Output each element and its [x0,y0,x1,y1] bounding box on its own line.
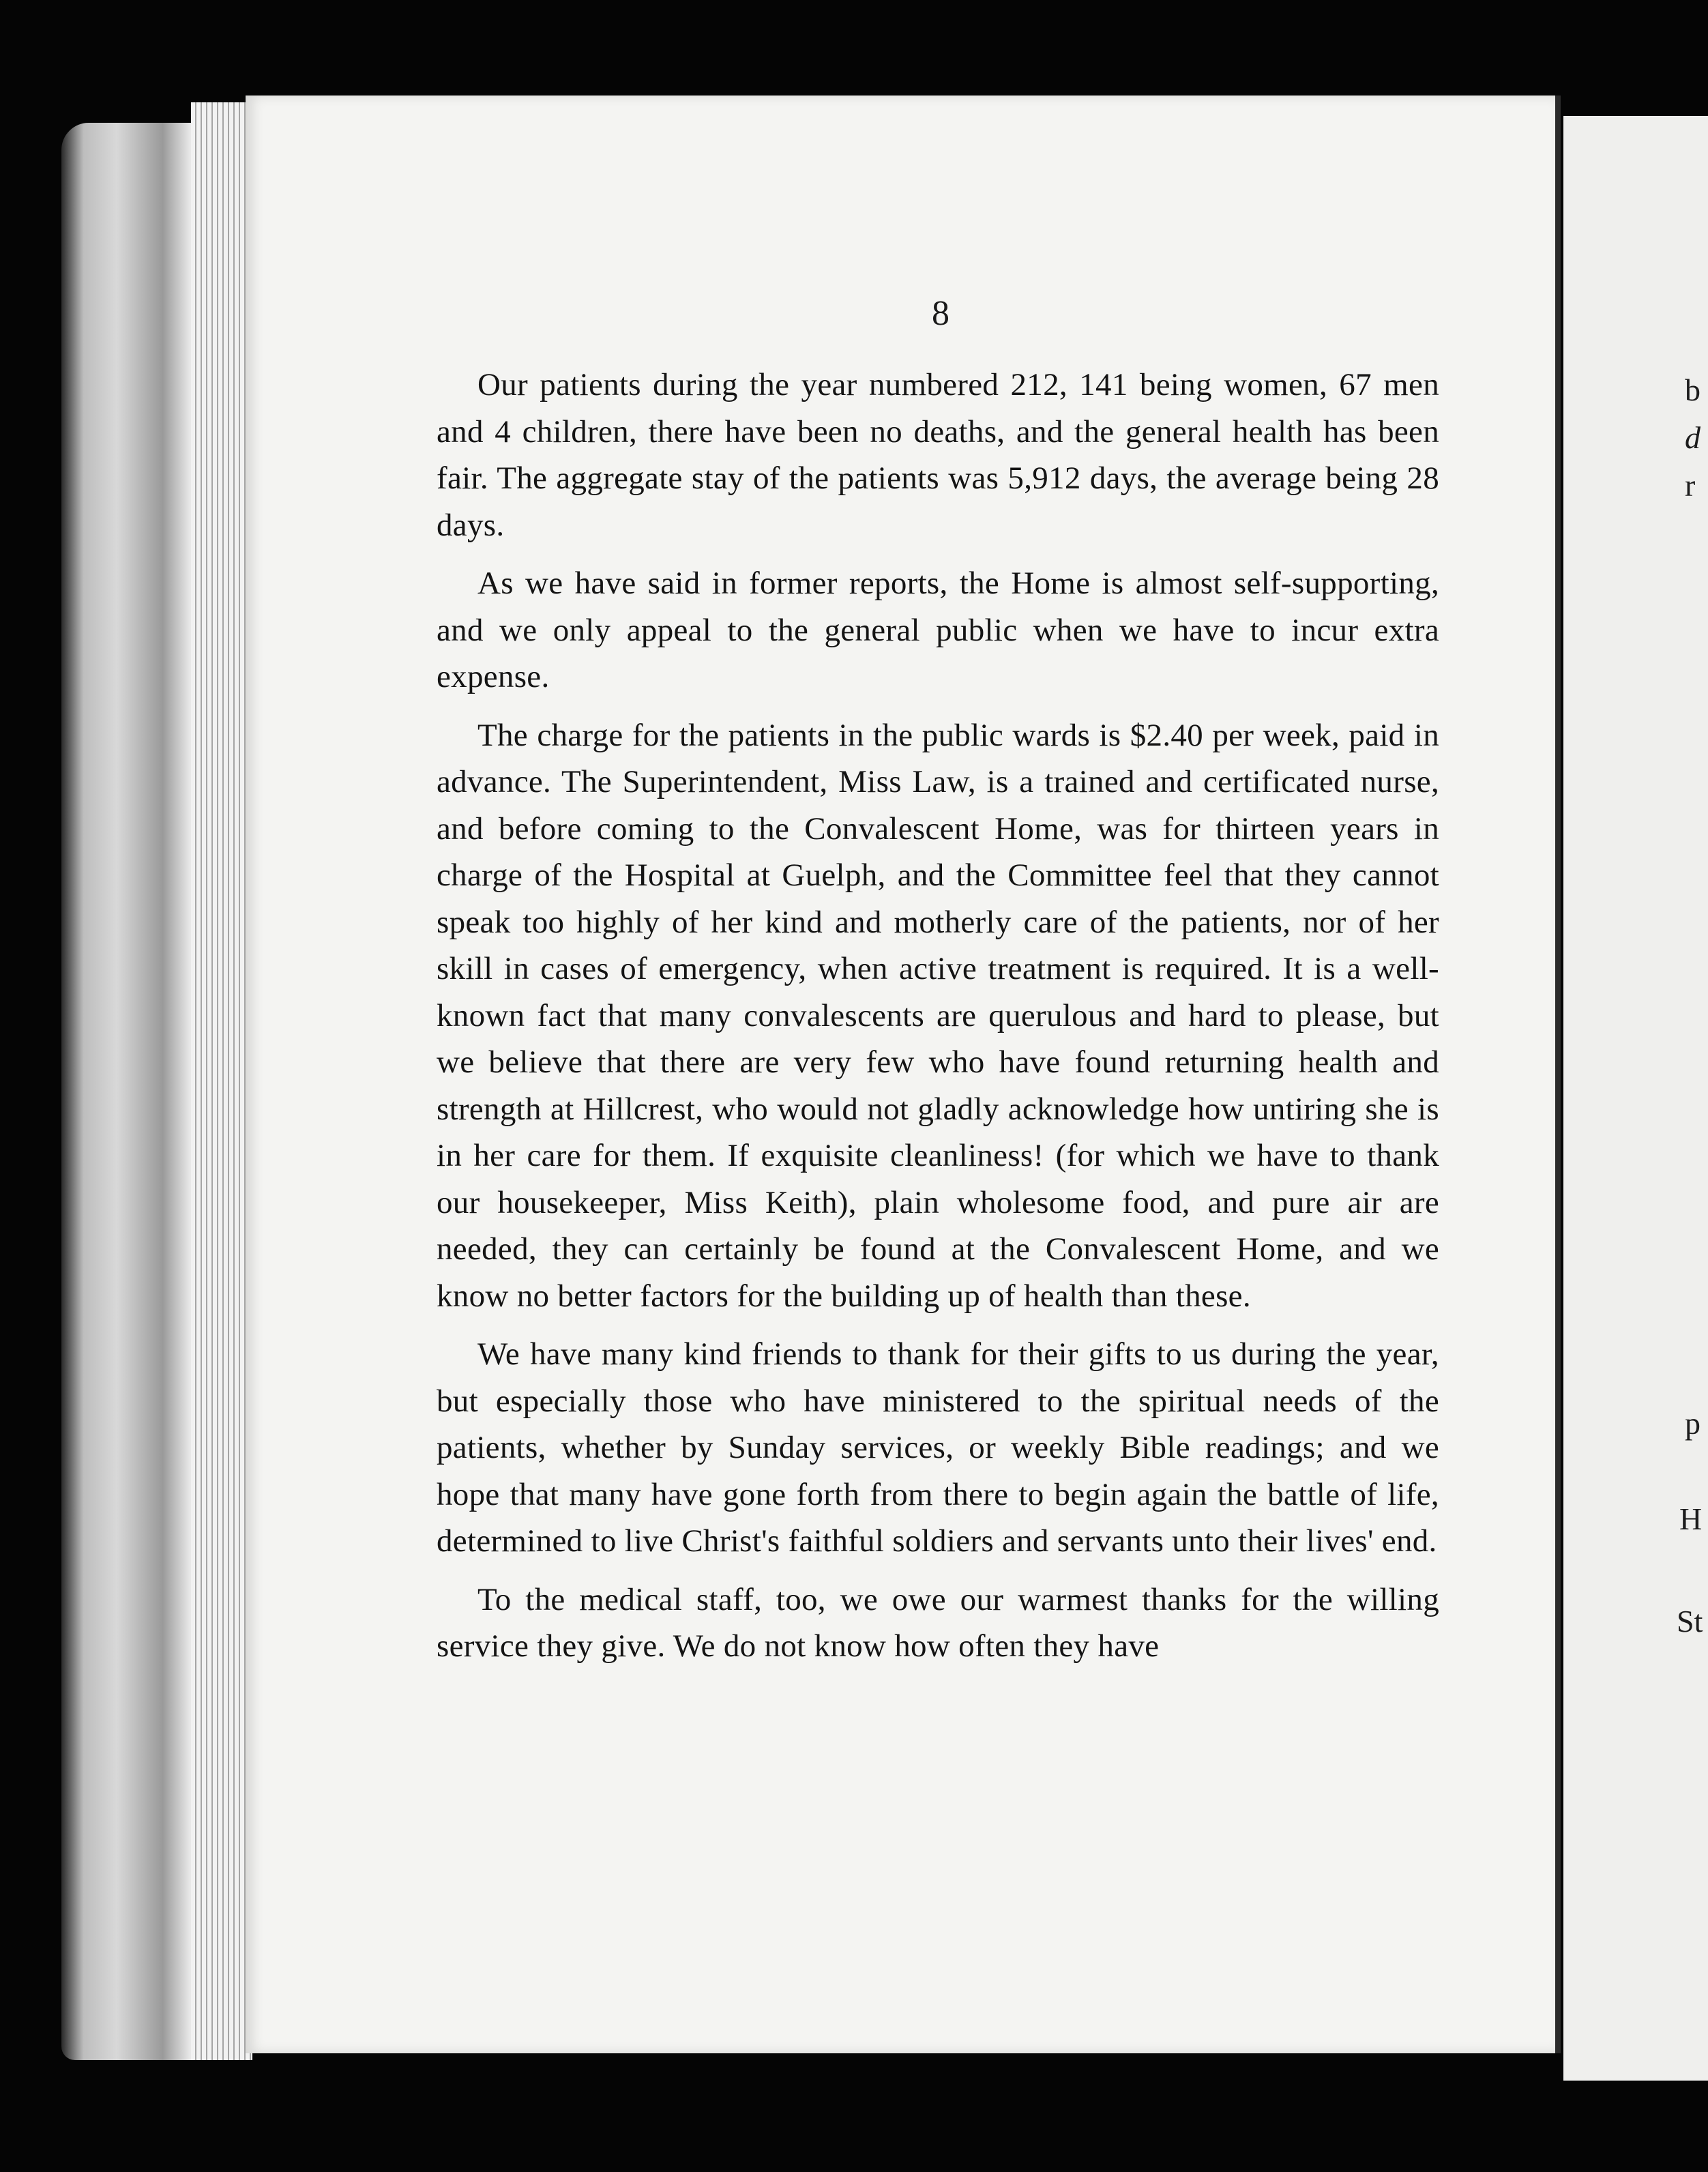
paragraph: Our patients during the year numbered 212, 141 being women, 67 men and 4 children, there have been no deaths, and the general health has been fair. The aggregate stay of the patients was 5,912 days, the average being 28 days. [437,367,1439,543]
facing-page-fragment: b [1685,372,1700,407]
facing-page-fragment: d [1685,420,1700,455]
facing-page-fragment: St [1677,1604,1703,1639]
paragraph: To the medical staff, too, we owe our warmest thanks for the willing service they give. We do not know how often they have [437,1581,1439,1664]
paragraph: We have many kind friends to thank for their gifts to us during the year, but especially those who have ministered to the spiritual needs of the patients, whether by Sunday services, or weekly Bible readings; and we hope that many have gone forth from there to begin again the battle of life, determined to live Christ's faithful soldiers and servants unto their lives' end. [437,1336,1439,1559]
body-text [437,362,1439,1682]
paragraph: The charge for the patients in the public wards is $2.40 per week, paid in advance. The Superintendent, Miss Law, is a trained and certificated nurse, and before coming to the Convalescent Home, was for thirteen years in charge of the Hospital at Guelph, and the Committee feel that they cannot speak too highly of her kind and motherly care of the patients, nor of her skill in cases of emergency, when active treatment is required. It is a well-known fact that many convalescents are querulous and hard to please, but we believe that there are very few who have found returning health and strength at Hillcrest, who would not gladly acknowledge how untiring she is in her care for them. If exquisite cleanliness! (for which we have to thank our housekeeper, Miss Keith), plain wholesome food, and pure air are needed, they can certainly be found at the Convalescent Home, and we know no better factors for the building up of health than these. [437,717,1439,1314]
paragraph: As we have said in former reports, the Home is almost self-supporting, and we only appeal to the general public when we have to incur extra expense. [437,566,1439,694]
facing-page-edge [1563,116,1708,2081]
page-number: 8 [932,294,949,333]
facing-page-fragment: H [1679,1501,1703,1536]
facing-page-fragment: p [1685,1406,1700,1441]
page-edges [191,102,252,2060]
facing-page-fragment: r [1685,468,1696,503]
